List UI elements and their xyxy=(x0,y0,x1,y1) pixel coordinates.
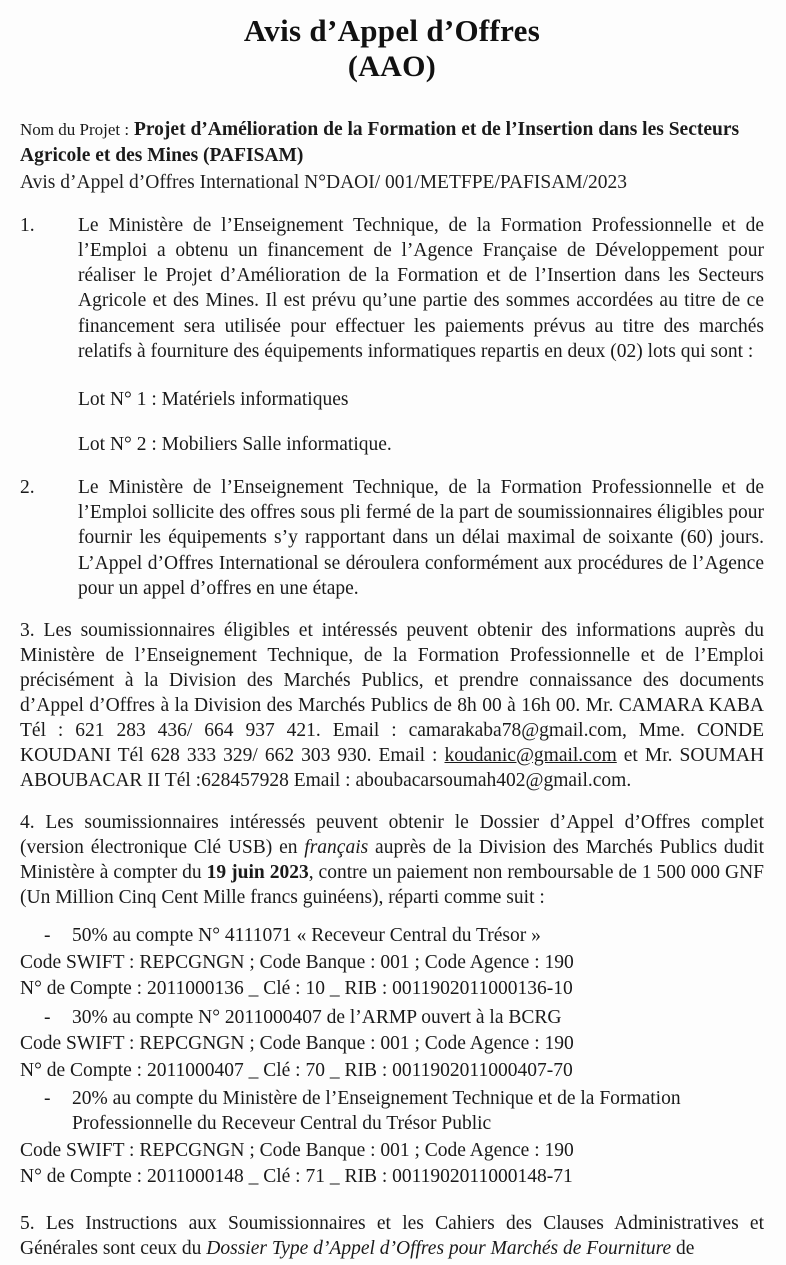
project-header-block xyxy=(20,117,764,195)
title-line-2: (AAO) xyxy=(347,49,437,83)
paragraph-4-start-date: 19 juin 2023 xyxy=(206,862,309,884)
account-2-heading: 30% au compte N° 2011000407 de l’ARMP ouvert à la BCRG xyxy=(72,1006,562,1028)
paragraph-5 xyxy=(20,1211,764,1261)
paragraph-5-part-1: 5. Les Instructions aux Soumissionnaires et les Cahiers des Clauses Administratives et Générales sont ceux du xyxy=(20,1213,764,1260)
account-3-heading: 20% au compte du Ministère de l’Enseignement Technique et de la Formation xyxy=(72,1088,681,1109)
account-1-swift-line: Code SWIFT : REPCGNGN ; Code Banque : 001 ; Code Agence : 190 xyxy=(20,951,574,973)
account-block-1 xyxy=(20,924,764,1001)
page-title xyxy=(20,14,764,83)
account-2-swift-line: Code SWIFT : REPCGNGN ; Code Banque : 001 ; Code Agence : 190 xyxy=(20,1033,574,1055)
paragraph-1 xyxy=(20,213,764,363)
paragraph-2-number: 2. xyxy=(20,477,35,499)
paragraph-3-end: . xyxy=(626,769,632,791)
account-3-heading-row xyxy=(20,1087,764,1112)
paragraph-4-part-3: , contre un paiement non remboursable de 1 500 000 GNF (Un Million Cinq Cent Mille francs guinéens), réparti comme suit : xyxy=(20,862,764,909)
account-3-swift-line: Code SWIFT : REPCGNGN ; Code Banque : 001 ; Code Agence : 190 xyxy=(20,1139,574,1161)
lot-item-1: Lot N° 1 : Matériels informatiques xyxy=(78,388,349,410)
contact-email-soumah: aboubacarsoumah402@gmail.com xyxy=(355,769,627,791)
paragraph-4-language: français xyxy=(304,836,369,858)
paragraph-4 xyxy=(20,810,764,910)
bullet-dash-icon: - xyxy=(44,1088,51,1109)
contact-email-conde: koudanic@gmail.com xyxy=(444,744,617,766)
account-block-3 xyxy=(20,1087,764,1189)
bullet-dash-icon: - xyxy=(44,925,51,947)
paragraph-3-mid-1: , Mme. CONDE KOUDANI Tél 628 333 329/ 662 303 930. Email : xyxy=(20,719,764,766)
project-name-line xyxy=(20,117,764,168)
account-1-heading: 50% au compte N° 4111071 « Receveur Central du Trésor » xyxy=(72,925,541,947)
paragraph-5-document-title: Dossier Type d’Appel d’Offres pour Marchés de Fourniture xyxy=(206,1238,672,1260)
paragraph-3-mid-2: et Mr. SOUMAH ABOUBACAR II Tél :628457928 Email : xyxy=(20,744,765,791)
paragraph-1-text: Le Ministère de l’Enseignement Technique, de la Formation Professionnelle et de l’Emploi a obtenu un financement de l’Agence Française de Développement pour réaliser le Projet d’Amélioration de la Formation et de l’Insertion dans les Secteurs Agricole et des Mines. Il est prévu qu’une partie des sommes accordées au titre de ce financement sera utilisée pour effectuer les paiements prévus au titre des marchés relatifs à fourniture des équipements informatiques repartis en deux (02) lots qui sont : xyxy=(78,215,764,362)
contact-email-camara: camarakaba78@gmail.com xyxy=(408,719,623,741)
paragraph-2-text: Le Ministère de l’Enseignement Technique, de la Formation Professionnelle et de l’Emploi sollicite des offres sous pli fermé de la part de soumissionnaires éligibles pour fournir les équipements s’y rapportant dans un délai maximal de soixante (60) jours. L’Appel d’Offres International se déroulera conformément aux procédures de l’Agence pour un appel d’offres en une étape. xyxy=(78,477,764,599)
project-label: Nom du Projet : xyxy=(20,120,130,140)
account-2-heading-row xyxy=(20,1006,764,1031)
project-name: Projet d’Amélioration de la Formation et de l’Insertion dans les Secteurs Agricole et des Mines (PAFISAM) xyxy=(20,119,740,166)
paragraph-4-part-2: auprès de la Division des Marchés Publics dudit Ministère à compter du xyxy=(20,836,764,884)
paragraph-5-part-2: de xyxy=(671,1238,695,1260)
account-2-number-line: N° de Compte : 2011000407 _ Clé : 70 _ RIB : 0011902011000407-70 xyxy=(20,1059,573,1081)
account-3-number-line: N° de Compte : 2011000148 _ Clé : 71 _ RIB : 0011902011000148-71 xyxy=(20,1165,573,1187)
account-1-heading-row xyxy=(20,924,764,949)
paragraph-1-number: 1. xyxy=(20,215,35,237)
account-3-heading-continued: Professionnelle du Receveur Central du Trésor Public xyxy=(72,1112,492,1134)
paragraph-2 xyxy=(20,475,764,600)
title-line-1: Avis d’Appel d’Offres xyxy=(243,13,541,48)
paragraph-4-part-1: 4. Les soumissionnaires intéressés peuvent obtenir le Dossier d’Appel d’Offres complet (version électronique Clé USB) en xyxy=(20,811,764,858)
bullet-dash-icon: - xyxy=(44,1006,51,1028)
account-1-number-line: N° de Compte : 2011000136 _ Clé : 10 _ RIB : 0011902011000136-10 xyxy=(20,978,573,1000)
lot-item-2: Lot N° 2 : Mobiliers Salle informatique. xyxy=(78,434,392,455)
paragraph-3 xyxy=(20,618,764,793)
paragraph-3-intro: 3. Les soumissionnaires éligibles et intéressés peuvent obtenir des informations auprès du Ministère de l’Enseignement Technique, de la Formation Professionnelle et de l’Emploi précisément à la Division des Marchés Publics, et prendre connaissance des documents d’Appel d’Offres à la Division des Marchés Publics de 8h 00 à 16h 00. Mr. CAMARA KABA Tél : 621 283 436/ 664 937 421. Email : xyxy=(20,619,764,741)
tender-reference: Avis d’Appel d’Offres International N°DAOI/ 001/METFPE/PAFISAM/2023 xyxy=(20,172,628,193)
account-block-2 xyxy=(20,1006,764,1083)
